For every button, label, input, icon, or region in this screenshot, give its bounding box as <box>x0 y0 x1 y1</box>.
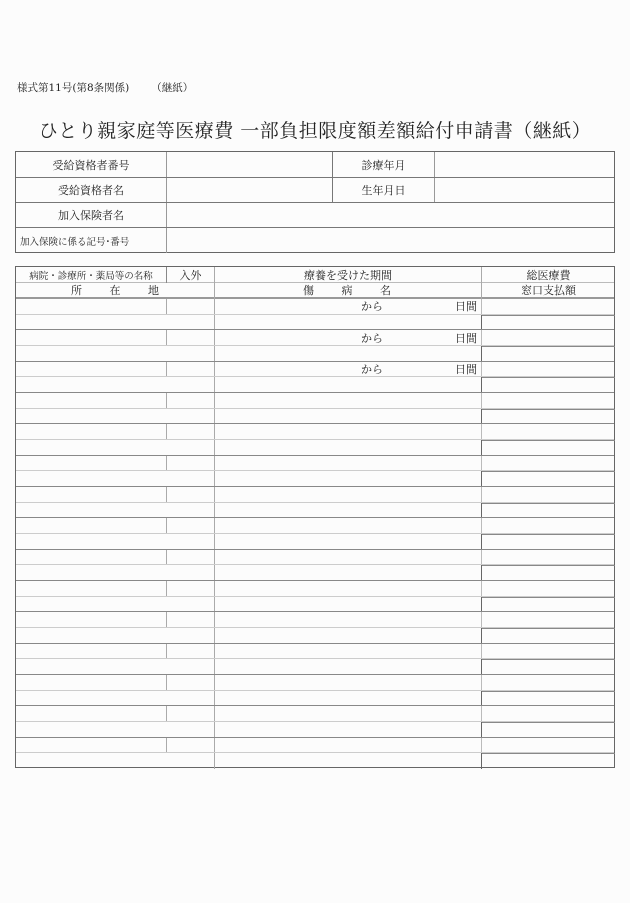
birth-date-field[interactable] <box>435 178 615 202</box>
window-payment-field[interactable] <box>482 722 615 737</box>
recipient-number-label: 受給資格者番号 <box>52 158 130 172</box>
facility-name-field[interactable] <box>16 612 166 627</box>
disease-name-field[interactable] <box>215 471 481 486</box>
entry-row <box>16 612 614 628</box>
entry-row-sub <box>16 722 614 738</box>
header-facility-name: 病院・診療所・薬局等の名称 <box>29 270 153 282</box>
window-payment-field[interactable] <box>482 409 615 424</box>
entry-row <box>16 362 614 378</box>
address-field[interactable] <box>16 534 214 549</box>
facility-name-field[interactable] <box>16 675 166 690</box>
entry-row <box>16 330 614 346</box>
total-medical-cost-field[interactable] <box>482 706 615 721</box>
total-medical-cost-field[interactable] <box>482 299 615 314</box>
form-number-line <box>17 80 193 95</box>
address-field[interactable] <box>16 409 214 424</box>
treatment-period-field[interactable] <box>215 456 481 471</box>
recipient-name-label: 受給資格者名 <box>58 184 124 197</box>
entry-row-sub <box>16 691 614 707</box>
info-row-insurance-symbol-number <box>16 228 614 253</box>
header-row-2 <box>16 283 614 299</box>
entry-row-sub <box>16 565 614 581</box>
entry-row <box>16 393 614 409</box>
facility-name-field[interactable] <box>16 330 166 345</box>
treatment-period-field[interactable] <box>215 644 481 659</box>
insurance-symbol-number-label: 加入保険に係る記号･番号 <box>20 236 130 248</box>
total-medical-cost-field[interactable] <box>482 581 615 596</box>
insurance-symbol-number-field[interactable] <box>167 228 615 253</box>
entry-row <box>16 487 614 503</box>
total-medical-cost-field[interactable] <box>482 738 615 753</box>
disease-name-field[interactable] <box>215 534 481 549</box>
entry-row-sub <box>16 659 614 675</box>
address-field[interactable] <box>16 565 214 580</box>
facility-name-field[interactable] <box>16 706 166 721</box>
info-row-insurer-name <box>16 203 614 228</box>
inpatient-outpatient-field[interactable] <box>167 612 214 627</box>
total-medical-cost-field[interactable] <box>482 393 615 408</box>
disease-name-field[interactable] <box>215 628 481 643</box>
address-field[interactable] <box>16 628 214 643</box>
total-medical-cost-field[interactable] <box>482 424 615 439</box>
disease-name-field[interactable] <box>215 659 481 674</box>
window-payment-field[interactable] <box>482 377 615 392</box>
disease-name-field[interactable] <box>215 722 481 737</box>
window-payment-field[interactable] <box>482 346 615 361</box>
window-payment-field[interactable] <box>482 753 615 769</box>
header-window-payment: 窓口支払額 <box>521 284 576 297</box>
total-medical-cost-field[interactable] <box>482 362 615 377</box>
facility-name-field[interactable] <box>16 299 166 314</box>
entry-row-sub <box>16 409 614 425</box>
recipient-number-field[interactable] <box>167 152 332 177</box>
continuation-label: （継紙） <box>151 82 194 94</box>
entry-row-sub <box>16 753 614 769</box>
total-medical-cost-field[interactable] <box>482 675 615 690</box>
inpatient-outpatient-field[interactable] <box>167 299 214 314</box>
facility-name-field[interactable] <box>16 362 166 377</box>
disease-name-field[interactable] <box>215 440 481 455</box>
treatment-period-field[interactable] <box>215 612 481 627</box>
window-payment-field[interactable] <box>482 315 615 330</box>
facility-name-field[interactable] <box>16 456 166 471</box>
address-field[interactable] <box>16 691 214 706</box>
header-disease-name-text: 傷 病 名 <box>303 284 403 297</box>
header-address-text: 所 在 地 <box>71 284 171 297</box>
from-label: から <box>361 363 383 376</box>
entry-row <box>16 550 614 566</box>
address-field[interactable] <box>16 659 214 674</box>
treatment-period-field[interactable] <box>215 518 481 533</box>
entry-row <box>16 738 614 754</box>
window-payment-field[interactable] <box>482 565 615 580</box>
days-label: 日間 <box>455 300 477 314</box>
entry-row <box>16 675 614 691</box>
address-field[interactable] <box>16 377 214 392</box>
header-treatment-period: 療養を受けた期間 <box>304 268 392 282</box>
facility-name-field[interactable] <box>16 518 166 533</box>
entry-row <box>16 299 614 315</box>
recipient-name-field[interactable] <box>167 178 332 202</box>
inpatient-outpatient-field[interactable] <box>167 424 214 439</box>
treatment-month-field[interactable] <box>435 152 615 177</box>
treatment-month-label: 診療年月 <box>361 158 406 172</box>
entry-row <box>16 424 614 440</box>
entry-row-sub <box>16 315 614 331</box>
entry-row-sub <box>16 471 614 487</box>
total-medical-cost-field[interactable] <box>482 550 615 565</box>
disease-name-field[interactable] <box>215 346 481 361</box>
days-label: 日間 <box>455 363 477 376</box>
inpatient-outpatient-field[interactable] <box>167 393 214 408</box>
header-disease-name <box>215 283 481 297</box>
window-payment-field[interactable] <box>482 597 615 612</box>
header-inpatient-outpatient: 入外 <box>179 268 202 282</box>
insurer-name-label: 加入保険者名 <box>58 209 124 222</box>
treatment-period-field[interactable] <box>215 362 481 377</box>
treatment-period-field[interactable] <box>215 424 481 439</box>
entry-row-sub <box>16 440 614 456</box>
entry-row-sub <box>16 503 614 519</box>
inpatient-outpatient-field[interactable] <box>167 675 214 690</box>
inpatient-outpatient-field[interactable] <box>167 362 214 377</box>
disease-name-field[interactable] <box>215 377 481 392</box>
inpatient-outpatient-field[interactable] <box>167 456 214 471</box>
treatment-period-field[interactable] <box>215 738 481 753</box>
treatment-period-field[interactable] <box>215 487 481 502</box>
total-medical-cost-field[interactable] <box>482 518 615 533</box>
info-row-recipient-number <box>16 152 614 178</box>
address-field[interactable] <box>16 503 214 518</box>
info-row-recipient-name <box>16 178 614 203</box>
inpatient-outpatient-field[interactable] <box>167 644 214 659</box>
inpatient-outpatient-field[interactable] <box>167 518 214 533</box>
entry-row-sub <box>16 597 614 613</box>
total-medical-cost-field[interactable] <box>482 330 615 345</box>
facility-name-field[interactable] <box>16 550 166 565</box>
total-medical-cost-field[interactable] <box>482 644 615 659</box>
inpatient-outpatient-field[interactable] <box>167 330 214 345</box>
facility-name-field[interactable] <box>16 738 166 753</box>
window-payment-field[interactable] <box>482 628 615 643</box>
disease-name-field[interactable] <box>215 565 481 580</box>
treatment-period-field[interactable] <box>215 550 481 565</box>
inpatient-outpatient-field[interactable] <box>167 550 214 565</box>
facility-name-field[interactable] <box>16 424 166 439</box>
entry-row-sub <box>16 534 614 550</box>
treatment-period-field[interactable] <box>215 706 481 721</box>
disease-name-field[interactable] <box>215 691 481 706</box>
window-payment-field[interactable] <box>482 440 615 455</box>
entry-row-sub <box>16 628 614 644</box>
facility-name-field[interactable] <box>16 487 166 502</box>
treatment-period-field[interactable] <box>215 393 481 408</box>
inpatient-outpatient-field[interactable] <box>167 487 214 502</box>
address-field[interactable] <box>16 346 214 361</box>
header-total-medical-cost: 総医療費 <box>526 268 571 282</box>
disease-name-field[interactable] <box>215 503 481 518</box>
disease-name-field[interactable] <box>215 315 481 330</box>
header-row-1 <box>16 267 614 283</box>
treatment-period-field[interactable] <box>215 330 481 345</box>
facility-name-field[interactable] <box>16 644 166 659</box>
treatment-period-field[interactable] <box>215 675 481 690</box>
from-label: から <box>361 300 383 314</box>
total-medical-cost-field[interactable] <box>482 612 615 627</box>
form-number: 様式第11号(第8条関係) <box>17 82 130 94</box>
address-field[interactable] <box>16 471 214 486</box>
disease-name-field[interactable] <box>215 597 481 612</box>
entry-row <box>16 706 614 722</box>
address-field[interactable] <box>16 597 214 612</box>
treatment-period-field[interactable] <box>215 581 481 596</box>
address-field[interactable] <box>16 315 214 330</box>
entry-row <box>16 581 614 597</box>
facility-name-field[interactable] <box>16 581 166 596</box>
birth-date-label: 生年月日 <box>361 184 406 197</box>
header-address <box>16 283 214 297</box>
treatment-period-field[interactable] <box>215 299 481 314</box>
recipient-info-table <box>15 151 615 253</box>
entry-row <box>16 518 614 534</box>
total-medical-cost-field[interactable] <box>482 487 615 502</box>
inpatient-outpatient-field[interactable] <box>167 581 214 596</box>
address-field[interactable] <box>16 753 214 769</box>
disease-name-field[interactable] <box>215 753 481 769</box>
entry-row-sub <box>16 346 614 362</box>
window-payment-field[interactable] <box>482 503 615 518</box>
entry-row-sub <box>16 377 614 393</box>
insurer-name-field[interactable] <box>167 203 615 227</box>
address-field[interactable] <box>16 722 214 737</box>
window-payment-field[interactable] <box>482 534 615 549</box>
entry-row <box>16 644 614 660</box>
from-label: から <box>361 331 383 345</box>
window-payment-field[interactable] <box>482 471 615 486</box>
medical-expense-detail-table <box>15 266 615 768</box>
address-field[interactable] <box>16 440 214 455</box>
disease-name-field[interactable] <box>215 409 481 424</box>
page-title: ひとり親家庭等医療費 一部負担限度額差額給付申請書（継紙） <box>38 120 592 142</box>
inpatient-outpatient-field[interactable] <box>167 706 214 721</box>
window-payment-field[interactable] <box>482 691 615 706</box>
days-label: 日間 <box>455 331 477 345</box>
window-payment-field[interactable] <box>482 659 615 674</box>
facility-name-field[interactable] <box>16 393 166 408</box>
inpatient-outpatient-field[interactable] <box>167 738 214 753</box>
entry-row <box>16 456 614 472</box>
total-medical-cost-field[interactable] <box>482 456 615 471</box>
